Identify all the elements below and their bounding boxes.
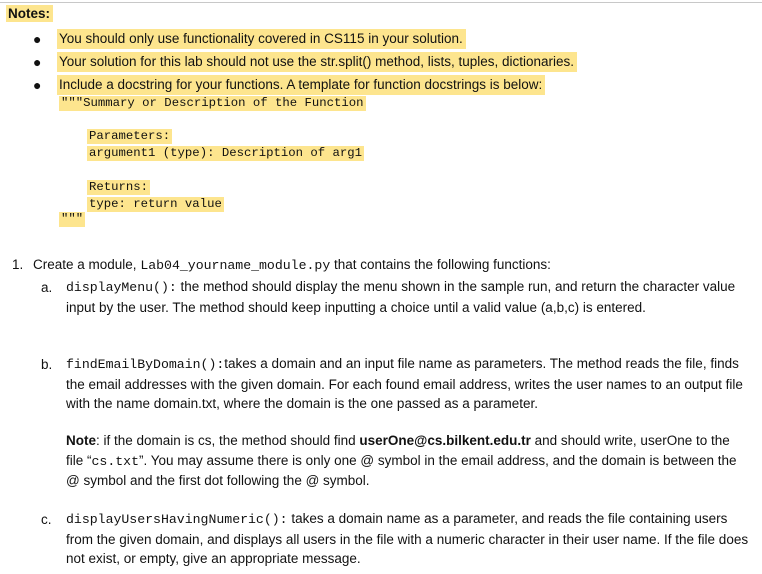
- docstring-returns-line: type: return value: [89, 197, 222, 211]
- note-part-1: : if the domain is cs, the method should find: [96, 433, 360, 448]
- item-a-description: the method should display the menu shown in the sample run, and return the character value input by the user. The method should keep inputting a choice until a valid value (a,b,c) is entered.: [66, 279, 736, 315]
- bullet-dot: ●: [33, 54, 42, 70]
- note-bullet-1: You should only use functionality covered in CS115 in your solution.: [57, 29, 466, 49]
- item-b-function: findEmailByDomain():: [66, 357, 225, 372]
- task-intro-tail: that contains the following functions:: [330, 257, 551, 272]
- bullet-dot: ●: [33, 77, 42, 93]
- task-intro-text: Create a module,: [33, 257, 141, 272]
- item-c-text: [66, 509, 750, 569]
- item-a-function: displayMenu():: [66, 280, 177, 295]
- item-c-function: displayUsersHavingNumeric():: [66, 512, 288, 527]
- item-a-text: [66, 277, 750, 317]
- note-bullet-3: Include a docstring for your functions. A template for function docstrings is below:: [57, 75, 545, 95]
- top-divider: [0, 2, 762, 3]
- task-intro: [33, 255, 753, 276]
- bullet-dot: ●: [33, 31, 42, 47]
- item-b-text: [66, 354, 750, 414]
- note-label: Note: [66, 433, 96, 448]
- item-b-description: takes a domain and an input file name as parameters. The method reads the file, finds the email addresses with the given domain. For each found email address, writes the user names to an output file with the name domain.txt, where the domain is the one passed as a parameter.: [66, 356, 743, 412]
- docstring-line-summary: """Summary or Description of the Function: [61, 96, 364, 110]
- note-part-3: ”. You may assume there is only one @ symbol in the email address, and the domain is between the @ symbol and the first dot following the @ symbol.: [66, 452, 737, 489]
- task-number: 1.: [12, 257, 24, 272]
- note-email: userOne@cs.bilkent.edu.tr: [359, 433, 531, 448]
- note-bullet-2: Your solution for this lab should not use the str.split() method, lists, tuples, dictionaries.: [57, 52, 577, 72]
- docstring-params-header: Parameters:: [89, 129, 171, 143]
- item-c-letter: c.: [41, 512, 52, 527]
- module-name: Lab04_yourname_module.py: [140, 258, 331, 273]
- docstring-returns-header: Returns:: [89, 180, 149, 194]
- note-file: cs.txt: [91, 453, 139, 469]
- item-c-description: takes a domain name as a parameter, and reads the file containing users from the given domain, and displays all users in the file with a numeric character in their user name. If the file does not exist, or empty, give an appropriate message.: [66, 511, 749, 567]
- notes-title: Notes:: [6, 5, 53, 22]
- item-a-letter: a.: [41, 280, 53, 295]
- item-b-note: [66, 431, 750, 491]
- item-b-letter: b.: [41, 357, 53, 372]
- docstring-params-line: argument1 (type): Description of arg1: [89, 146, 363, 160]
- note-part-2: and should write, userOne to the file “: [66, 433, 730, 468]
- docstring-closing: """: [61, 212, 84, 226]
